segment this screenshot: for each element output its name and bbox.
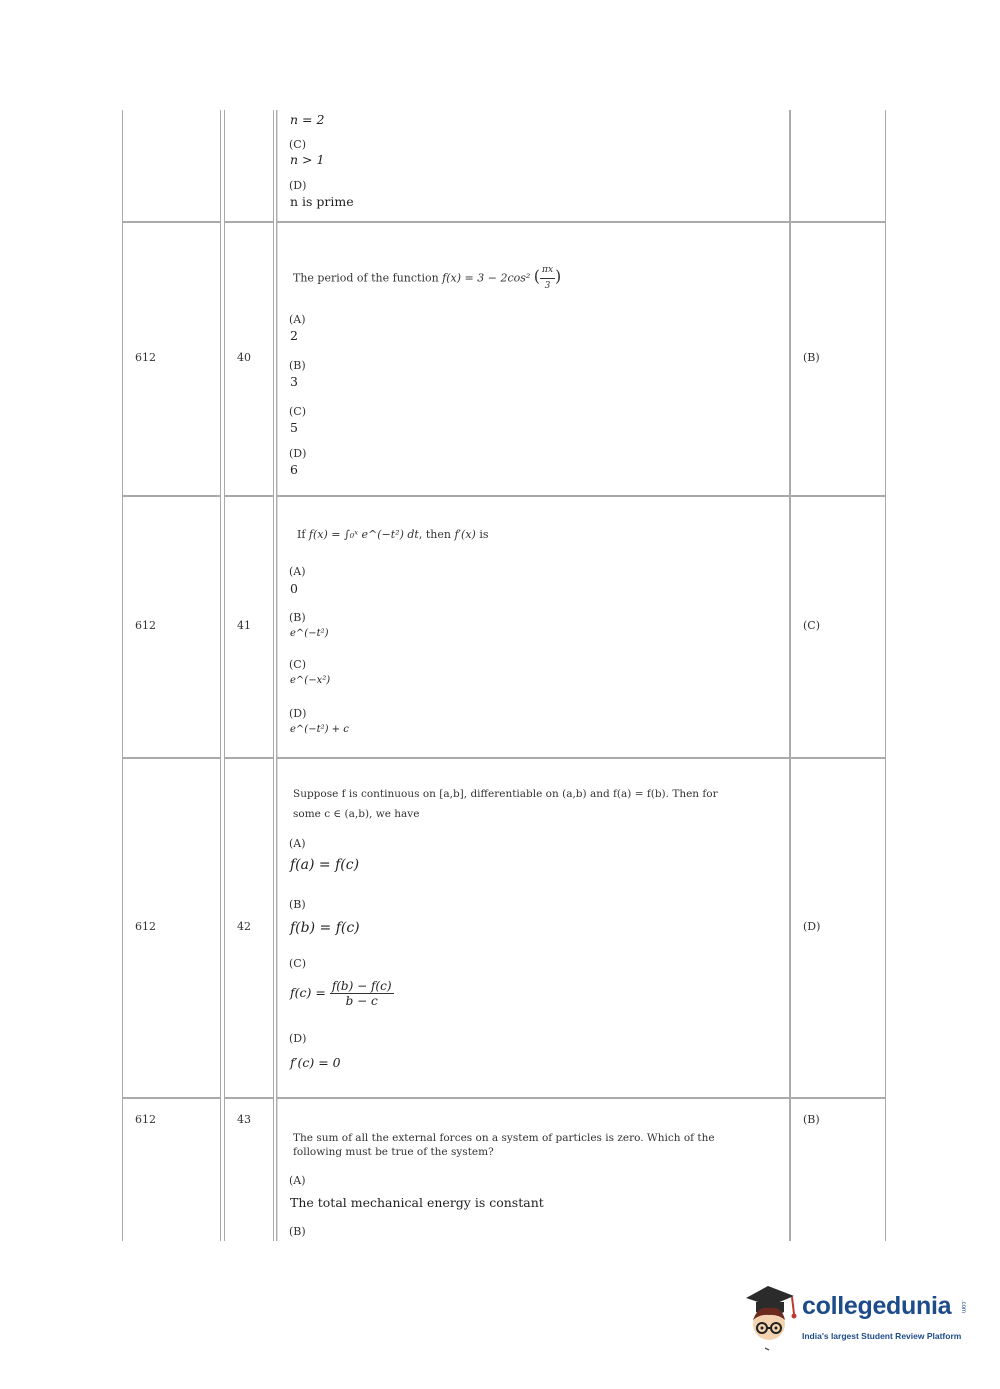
answer-key: (C) — [803, 619, 820, 632]
option-value: 5 — [290, 420, 298, 435]
answer-key: (B) — [803, 351, 820, 364]
table-row — [122, 110, 886, 222]
brand-tagline: India's largest Student Review Platform — [802, 1331, 962, 1341]
table-row — [122, 222, 886, 496]
brand-suffix: .com — [960, 1300, 966, 1314]
question-number: 40 — [237, 351, 251, 364]
option-label: (D) — [289, 447, 307, 460]
option-value: e^(−t²) + c — [290, 724, 349, 735]
question-number: 43 — [237, 1113, 251, 1126]
collegedunia-logo[interactable] — [738, 1280, 978, 1360]
option-label: (A) — [289, 1174, 306, 1187]
option-label: (A) — [289, 837, 306, 850]
option-value: n is prime — [290, 194, 354, 209]
option-label: (D) — [289, 1032, 307, 1045]
question-text: The sum of all the external forces on a system of particles is zero. Which of the following must be true of the system? — [293, 1132, 715, 1158]
option-label: (D) — [289, 179, 307, 192]
option-label: (C) — [289, 138, 306, 151]
option-label: (B) — [289, 611, 306, 624]
option-label: (B) — [289, 1225, 306, 1238]
option-value: n > 1 — [290, 152, 325, 167]
option-label: (A) — [289, 313, 306, 326]
question-number: 42 — [237, 920, 251, 933]
paper-code: 612 — [135, 619, 156, 632]
paper-code: 612 — [135, 1113, 156, 1126]
table-row — [122, 758, 886, 1098]
option-label: (D) — [289, 707, 307, 720]
table-row — [122, 1098, 886, 1241]
option-value: e^(−t²) — [290, 628, 329, 639]
question-text: If f(x) = ∫₀ˣ e^(−t²) dt, then f′(x) is — [297, 528, 489, 541]
answer-key: (D) — [803, 920, 821, 933]
option-value: n = 2 — [290, 112, 325, 127]
question-text: Suppose f is continuous on [a,b], differentiable on (a,b) and f(a) = f(b). Then for some c ∈ (a,b), we have — [293, 788, 718, 820]
paper-code: 612 — [135, 920, 156, 933]
question-text: The period of the function f(x) = 3 − 2cos² ( $\frac{\pi x}{3}$ ) — [293, 265, 562, 291]
option-label: (B) — [289, 359, 306, 372]
option-value: f′(c) = 0 — [290, 1055, 341, 1070]
option-value: f(b) = f(c) — [290, 920, 360, 936]
question-number: 41 — [237, 619, 251, 632]
mascot-icon — [738, 1280, 800, 1352]
option-label: (C) — [289, 658, 306, 671]
option-label: (C) — [289, 405, 306, 418]
option-value: f(c) = $\frac{f(b) - f(c)}{b - c}$ — [290, 979, 392, 1008]
option-value: e^(−x²) — [290, 675, 331, 686]
option-value: 2 — [290, 328, 298, 343]
option-label: (B) — [289, 898, 306, 911]
option-value: f(a) = f(c) — [290, 857, 360, 873]
question-table — [122, 110, 886, 1241]
option-value: 6 — [290, 462, 298, 477]
option-value: The total mechanical energy is constant — [290, 1195, 544, 1210]
option-value: 0 — [290, 581, 298, 596]
option-label: (C) — [289, 957, 306, 970]
table-row — [122, 496, 886, 758]
option-label: (A) — [289, 565, 306, 578]
paper-code: 612 — [135, 351, 156, 364]
option-value: 3 — [290, 374, 298, 389]
brand-name: collegedunia — [802, 1292, 952, 1320]
answer-key: (B) — [803, 1113, 820, 1126]
